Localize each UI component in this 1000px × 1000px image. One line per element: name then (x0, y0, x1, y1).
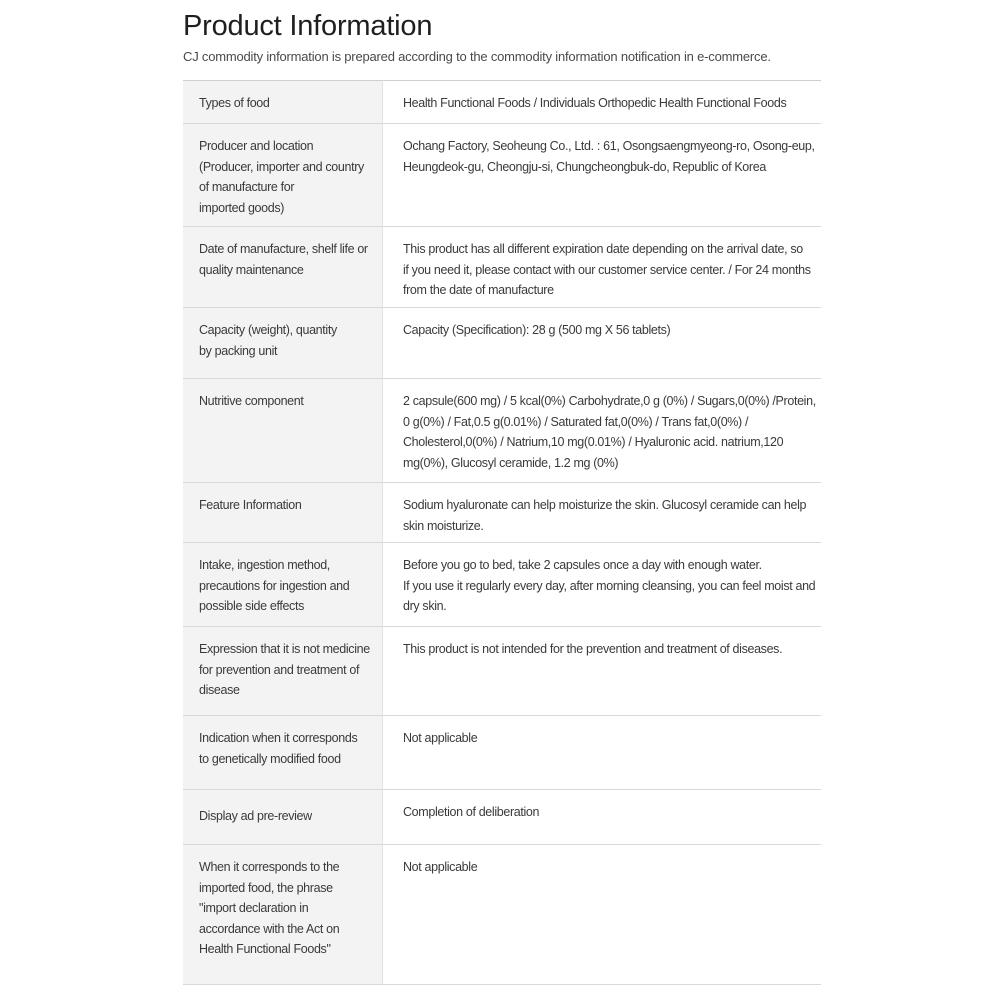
row-value (383, 308, 822, 379)
row-label-line: accordance with the Act on (199, 921, 340, 936)
row-label-line: "import declaration in (199, 901, 309, 915)
table-row-genetically-modified (183, 716, 821, 790)
row-label-line: Types of food (199, 96, 270, 110)
row-label-line: Indication when it corresponds (199, 731, 358, 745)
table-row-not-medicine (183, 627, 821, 716)
row-label (183, 845, 383, 985)
row-label-line: precautions for ingestion and (199, 578, 350, 593)
row-value-line: Sodium hyaluronate can help moisturize the skin. Glucosyl ceramide can help (403, 498, 807, 512)
row-value-line: Heungdeok-gu, Cheongju-si, Chungcheongbuk-do, Republic of Korea (403, 159, 766, 174)
row-value (383, 124, 822, 227)
row-value-line: 0 g(0%) / Fat,0.5 g(0.01%) / Saturated fat,0(0%) / Trans fat,0(0%) / (403, 414, 749, 429)
row-value (383, 483, 822, 543)
row-label-line: possible side effects (199, 599, 304, 613)
row-label-line: When it corresponds to the (199, 860, 340, 874)
row-label-line: for prevention and treatment of (199, 662, 360, 677)
table-row-types-of-food (183, 81, 821, 124)
table-row-feature-information (183, 483, 821, 543)
row-value-line: If you use it regularly every day, after morning cleansing, you can feel moist and (403, 578, 816, 593)
row-label (183, 308, 383, 379)
row-value (383, 627, 822, 716)
row-label (183, 227, 383, 308)
row-label (183, 379, 383, 483)
row-value-line: skin moisturize. (403, 518, 484, 533)
row-value-line: mg(0%), Glucosyl ceramide, 1.2 mg (0%) (403, 455, 619, 470)
table-row-display-ad-pre-review (183, 790, 821, 845)
row-value-line: Capacity (Specification): 28 g (500 mg X 56 tablets) (403, 323, 671, 337)
row-label-line: Health Functional Foods" (199, 942, 331, 956)
page-subtitle: CJ commodity information is prepared according to the commodity information notification in e-commerce. (183, 49, 771, 64)
row-value (383, 790, 822, 845)
row-label-line: Feature Information (199, 498, 302, 512)
row-value-line: 2 capsule(600 mg) / 5 kcal(0%) Carbohydrate,0 g (0%) / Sugars,0(0%) /Protein, (403, 394, 816, 408)
row-value (383, 716, 822, 790)
row-label-line: (Producer, importer and country (199, 159, 364, 174)
row-value (383, 543, 822, 627)
table-row-imported-food-phrase (183, 845, 821, 985)
row-value-line: if you need it, please contact with our customer service center. / For 24 months (403, 262, 811, 277)
row-label (183, 124, 383, 227)
row-label-line: by packing unit (199, 343, 278, 358)
table-row-nutritive-component (183, 379, 821, 483)
row-value-line: dry skin. (403, 599, 447, 613)
row-label-line: Expression that it is not medicine (199, 642, 370, 656)
row-value-line: Health Functional Foods / Individuals Orthopedic Health Functional Foods (403, 96, 787, 110)
row-label (183, 716, 383, 790)
table-row-capacity (183, 308, 821, 379)
row-value (383, 379, 822, 483)
row-value-line: Ochang Factory, Seoheung Co., Ltd. : 61, Osongsaengmyeong-ro, Osong-eup, (403, 139, 815, 153)
row-value-line: Not applicable (403, 860, 478, 874)
row-value-line: from the date of manufacture (403, 283, 554, 297)
row-label-line: Display ad pre-review (199, 809, 312, 823)
row-label-line: imported goods) (199, 200, 285, 215)
row-label-line: to genetically modified food (199, 751, 341, 766)
row-label-line: Producer and location (199, 139, 314, 153)
row-label (183, 543, 383, 627)
product-info-table (183, 80, 821, 985)
table-row-intake-method (183, 543, 821, 627)
row-value-line: Not applicable (403, 731, 478, 745)
product-information-section (183, 0, 821, 956)
table-row-producer-location (183, 124, 821, 227)
row-value-line: This product is not intended for the prevention and treatment of diseases. (403, 642, 783, 656)
row-label-line: Date of manufacture, shelf life or (199, 242, 368, 256)
row-label-line: imported food, the phrase (199, 880, 333, 895)
row-label-line: disease (199, 683, 240, 697)
row-label-line: Capacity (weight), quantity (199, 323, 337, 337)
row-label (183, 627, 383, 716)
row-label-line: of manufacture for (199, 180, 295, 194)
row-value-line: Cholesterol,0(0%) / Natrium,10 mg(0.01%) / Hyaluronic acid. natrium,120 (403, 435, 784, 449)
page-title: Product Information (183, 10, 433, 42)
row-label-line: quality maintenance (199, 262, 304, 277)
row-value (383, 81, 822, 124)
row-value-line: This product has all different expiration date depending on the arrival date, so (403, 242, 803, 256)
row-label (183, 790, 383, 845)
row-label-line: Intake, ingestion method, (199, 558, 330, 572)
row-value (383, 227, 822, 308)
table-row-date-of-manufacture (183, 227, 821, 308)
row-value (383, 845, 822, 985)
row-label (183, 483, 383, 543)
row-label-line: Nutritive component (199, 394, 304, 408)
row-label (183, 81, 383, 124)
row-value-line: Completion of deliberation (403, 805, 540, 819)
row-value-line: Before you go to bed, take 2 capsules once a day with enough water. (403, 558, 762, 572)
